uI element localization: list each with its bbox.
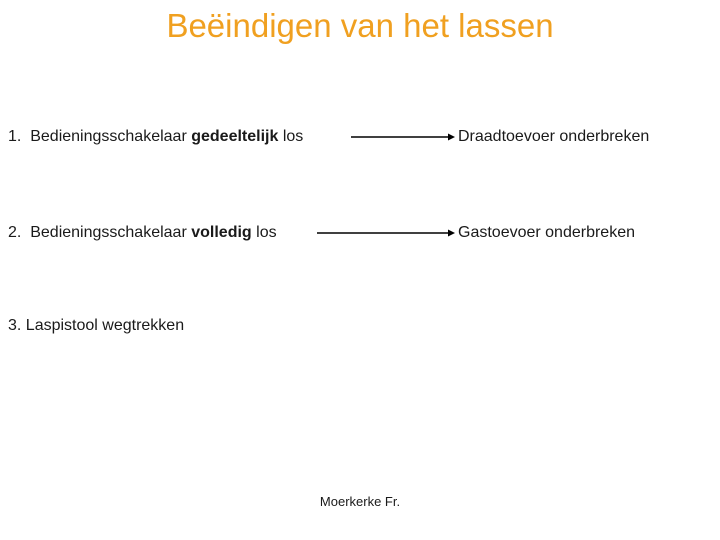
arrow-1 bbox=[351, 132, 455, 142]
step-2-emphasis: volledig bbox=[191, 224, 252, 241]
right-arrow-icon bbox=[351, 132, 455, 142]
right-arrow-icon bbox=[317, 228, 455, 238]
step-2-number: 2. bbox=[8, 224, 22, 241]
step-2-prefix: Bedieningsschakelaar bbox=[30, 224, 187, 241]
step-3: 3. Laspistool wegtrekken bbox=[8, 317, 185, 334]
step-2-result: Gastoevoer onderbreken bbox=[458, 224, 635, 241]
footer-author: Moerkerke Fr. bbox=[319, 494, 401, 509]
step-1-suffix: los bbox=[282, 128, 304, 145]
arrow-2 bbox=[317, 228, 455, 238]
step-1-prefix: Bedieningsschakelaar bbox=[30, 128, 187, 145]
slide-title: Beëindigen van het lassen bbox=[166, 7, 554, 44]
step-2-suffix: los bbox=[256, 224, 277, 241]
step-1-result: Draadtoevoer onderbreken bbox=[458, 128, 650, 145]
step-2 bbox=[8, 223, 277, 243]
step-1-number: 1. bbox=[8, 128, 22, 145]
step-1-emphasis: gedeeltelijk bbox=[191, 128, 279, 145]
step-1 bbox=[8, 127, 303, 147]
